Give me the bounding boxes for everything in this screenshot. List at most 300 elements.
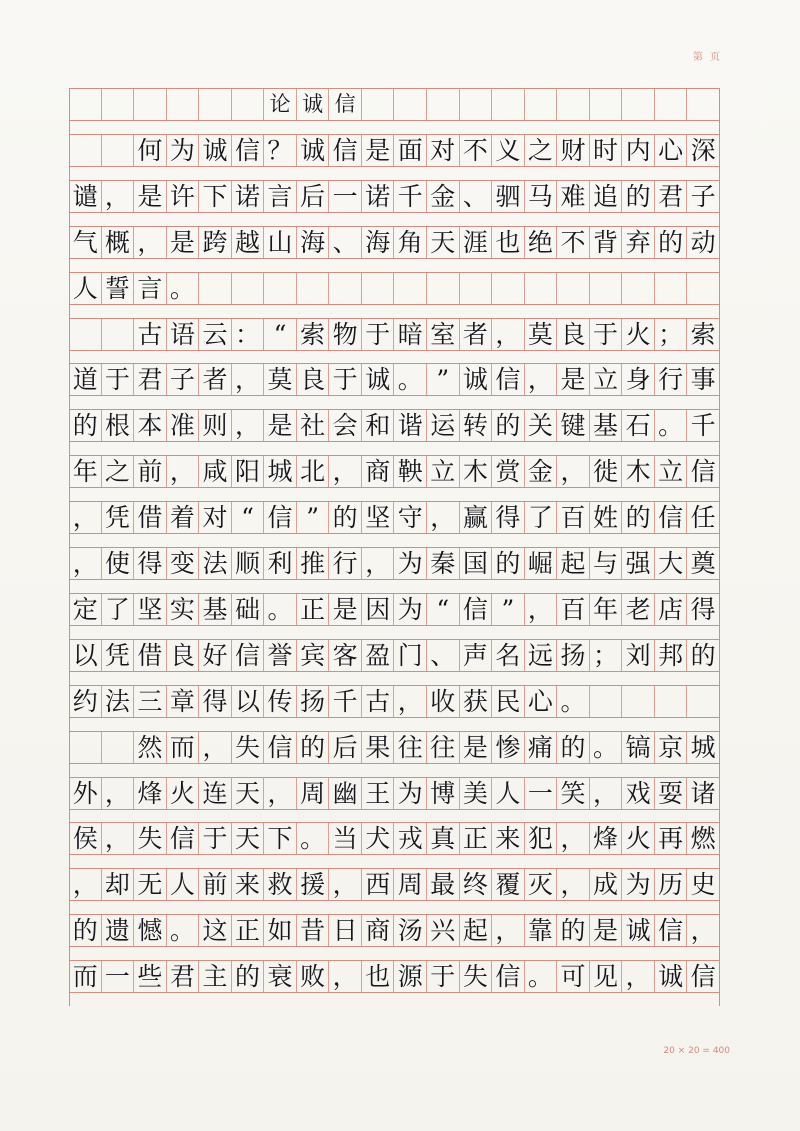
- grid-cell: 根: [102, 410, 135, 441]
- grid-cell: 角: [394, 227, 427, 258]
- grid-cell: 推: [297, 548, 330, 579]
- grid-cell: 是: [362, 135, 395, 166]
- grid-cell: “: [232, 502, 265, 533]
- grid-cell: ；: [590, 640, 623, 671]
- grid-cell: 历: [655, 869, 688, 900]
- grid-cell: 础: [232, 594, 265, 625]
- grid-cell: 赏: [492, 456, 525, 487]
- grid-cell: 如: [264, 915, 297, 946]
- grid-cell: ，: [329, 456, 362, 487]
- grid-cell: 诚: [297, 135, 330, 166]
- grid-cell: 者: [460, 319, 493, 350]
- grid-cell: 子: [687, 181, 720, 212]
- grid-cell: 鞅: [394, 456, 427, 487]
- grid-cell: 邦: [655, 640, 688, 671]
- grid-cell: 再: [655, 823, 688, 854]
- grid-cell: ，: [69, 548, 102, 579]
- grid-cell: 事: [687, 364, 720, 395]
- grid-cell: ，: [687, 915, 720, 946]
- grid-cell: 行: [329, 548, 362, 579]
- grid-cell: ，: [69, 502, 102, 533]
- grid-cell: [394, 89, 427, 120]
- grid-cell: [460, 89, 493, 120]
- grid-cell: 良: [297, 364, 330, 395]
- grid-cell: [655, 273, 688, 304]
- grid-cell: 利: [264, 548, 297, 579]
- grid-cell: 千: [394, 181, 427, 212]
- grid-cell: 海: [362, 227, 395, 258]
- grid-cell: 千: [329, 686, 362, 717]
- grid-cell: 声: [460, 640, 493, 671]
- grid-cell: 古: [362, 686, 395, 717]
- grid-cell: 气: [69, 227, 102, 258]
- grid-cell: 是: [134, 181, 167, 212]
- grid-cell: “: [264, 319, 297, 350]
- grid-cell: 是: [460, 732, 493, 763]
- grid-cell: 人: [167, 869, 200, 900]
- grid-cell: [102, 89, 135, 120]
- grid-cell: ，: [264, 778, 297, 809]
- grid-cell: 许: [167, 181, 200, 212]
- text-row: [69, 914, 720, 947]
- grid-cell: [492, 273, 525, 304]
- grid-cell: 年: [590, 594, 623, 625]
- grid-cell: 了: [102, 594, 135, 625]
- grid-cell: 正: [232, 915, 265, 946]
- text-row: [69, 960, 720, 993]
- grid-cell: 城: [264, 456, 297, 487]
- grid-cell: 天: [232, 823, 265, 854]
- grid-cell: 正: [297, 594, 330, 625]
- grid-cell: 海: [297, 227, 330, 258]
- grid-cell: 是: [590, 915, 623, 946]
- grid-cell: 君: [655, 181, 688, 212]
- grid-cell: 之: [102, 456, 135, 487]
- grid-cell: 火: [622, 823, 655, 854]
- grid-cell: 一: [102, 961, 135, 992]
- grid-cell: 来: [492, 823, 525, 854]
- grid-cell: 顺: [232, 548, 265, 579]
- grid-cell: 信: [167, 823, 200, 854]
- grid-cell: 后: [329, 732, 362, 763]
- grid-cell: 商: [362, 456, 395, 487]
- grid-cell: 立: [427, 456, 460, 487]
- grid-cell: 的: [232, 961, 265, 992]
- grid-cell: 云: [199, 319, 232, 350]
- grid-cell: 获: [460, 686, 493, 717]
- grid-cell: 的: [69, 915, 102, 946]
- grid-cell: 强: [622, 548, 655, 579]
- grid-cell: 誓: [102, 273, 135, 304]
- grid-cell: 诺: [362, 181, 395, 212]
- grid-cell: 实: [167, 594, 200, 625]
- grid-cell: 章: [167, 686, 200, 717]
- grid-cell: [69, 89, 102, 120]
- grid-cell: 诚: [460, 364, 493, 395]
- grid-cell: 的: [655, 227, 688, 258]
- grid-cell: 主: [199, 961, 232, 992]
- grid-cell: 三: [134, 686, 167, 717]
- grid-cell: 追: [590, 181, 623, 212]
- grid-cell: 笑: [557, 778, 590, 809]
- grid-cell: [199, 273, 232, 304]
- grid-cell: 为: [167, 135, 200, 166]
- grid-cell: 正: [460, 823, 493, 854]
- grid-cell: 失: [232, 732, 265, 763]
- grid-cell: 的: [557, 732, 590, 763]
- grid-cell: 与: [590, 548, 623, 579]
- grid-cell: 而: [69, 961, 102, 992]
- grid-cell: 坚: [134, 594, 167, 625]
- grid-cell: 后: [297, 181, 330, 212]
- grid-cell: 。: [167, 915, 200, 946]
- grid-cell: 烽: [590, 823, 623, 854]
- grid-cell: 行: [655, 364, 688, 395]
- grid-cell: 是: [557, 364, 590, 395]
- grid-cell: 运: [427, 410, 460, 441]
- grid-cell: 博: [427, 778, 460, 809]
- grid-cell: 百: [557, 594, 590, 625]
- grid-cell: 绝: [525, 227, 558, 258]
- grid-cell: 时: [590, 135, 623, 166]
- grid-cell: 火: [167, 778, 200, 809]
- grid-cell: 信: [655, 502, 688, 533]
- grid-cell: 莫: [264, 364, 297, 395]
- grid-cell: [427, 273, 460, 304]
- grid-cell: 山: [264, 227, 297, 258]
- grid-cell: 木: [622, 456, 655, 487]
- text-row: [69, 639, 720, 672]
- grid-cell: 面: [394, 135, 427, 166]
- grid-cell: [199, 89, 232, 120]
- grid-cell: 源: [394, 961, 427, 992]
- grid-cell: ”: [297, 502, 330, 533]
- grid-cell: 诚: [199, 135, 232, 166]
- grid-cell: 兴: [427, 915, 460, 946]
- grid-cell: 周: [394, 869, 427, 900]
- grid-cell: 和: [362, 410, 395, 441]
- grid-cell: [590, 89, 623, 120]
- grid-cell: 了: [525, 502, 558, 533]
- grid-cell: 客: [329, 640, 362, 671]
- grid-cell: 天: [232, 778, 265, 809]
- grid-cell: 徙: [590, 456, 623, 487]
- grid-cell: [427, 89, 460, 120]
- grid-cell: [687, 89, 720, 120]
- grid-cell: 言: [264, 181, 297, 212]
- grid-cell: 见: [590, 961, 623, 992]
- grid-cell: 索: [687, 319, 720, 350]
- grid-cell: 背: [590, 227, 623, 258]
- grid-cell: 法: [102, 686, 135, 717]
- grid-cell: 犯: [525, 823, 558, 854]
- grid-cell: 日: [329, 915, 362, 946]
- grid-cell: ，: [232, 410, 265, 441]
- grid-cell: 准: [167, 410, 200, 441]
- grid-cell: [329, 273, 362, 304]
- grid-cell: 凭: [102, 502, 135, 533]
- grid-cell: 好: [199, 640, 232, 671]
- grid-cell: 往: [394, 732, 427, 763]
- grid-cell: 来: [232, 869, 265, 900]
- grid-cell: 扬: [557, 640, 590, 671]
- grid-cell: [69, 135, 102, 166]
- grid-cell: 则: [199, 410, 232, 441]
- grid-cell: 为: [394, 778, 427, 809]
- grid-cell: 跨: [199, 227, 232, 258]
- grid-cell: 痛: [525, 732, 558, 763]
- grid-cell: 终: [460, 869, 493, 900]
- grid-cell: 良: [557, 319, 590, 350]
- grid-cell: 立: [590, 364, 623, 395]
- grid-cell: 誉: [264, 640, 297, 671]
- grid-cell: [264, 273, 297, 304]
- grid-cell: 以: [232, 686, 265, 717]
- grid-cell: 得: [492, 502, 525, 533]
- text-row: [69, 822, 720, 855]
- grid-cell: 前: [134, 456, 167, 487]
- grid-cell: 道: [69, 364, 102, 395]
- grid-cell: 名: [492, 640, 525, 671]
- text-row: [69, 593, 720, 626]
- grid-cell: 不: [557, 227, 590, 258]
- grid-cell: 变: [167, 548, 200, 579]
- grid-cell: 京: [655, 732, 688, 763]
- text-row: [69, 409, 720, 442]
- grid-cell: 天: [427, 227, 460, 258]
- grid-cell: 门: [394, 640, 427, 671]
- grid-cell: 信: [264, 502, 297, 533]
- grid-cell: 于: [329, 364, 362, 395]
- grid-cell: 。: [167, 273, 200, 304]
- grid-cell: 戏: [622, 778, 655, 809]
- grid-cell: “: [427, 594, 460, 625]
- grid-cell: 基: [590, 410, 623, 441]
- grid-cell: 救: [264, 869, 297, 900]
- grid-cell: 。: [394, 364, 427, 395]
- grid-cell: 、: [460, 181, 493, 212]
- grid-cell: ，: [329, 869, 362, 900]
- grid-cell: 定: [69, 594, 102, 625]
- grid-cell: 大: [655, 548, 688, 579]
- grid-cell: 些: [134, 961, 167, 992]
- grid-cell: 年: [69, 456, 102, 487]
- grid-cell: 。: [655, 410, 688, 441]
- grid-cell: 也: [492, 227, 525, 258]
- grid-cell: 何: [134, 135, 167, 166]
- grid-cell: 法: [199, 548, 232, 579]
- grid-cell: 借: [134, 640, 167, 671]
- grid-cell: 镐: [622, 732, 655, 763]
- grid-cell: 于: [590, 319, 623, 350]
- grid-cell: 咸: [199, 456, 232, 487]
- grid-cell: 人: [69, 273, 102, 304]
- grid-cell: 诚: [622, 915, 655, 946]
- grid-cell: 幽: [329, 778, 362, 809]
- grid-cell: 援: [297, 869, 330, 900]
- grid-cell: 信: [232, 135, 265, 166]
- grid-cell: 论: [264, 89, 297, 120]
- grid-cell: 是: [329, 594, 362, 625]
- grid-cell: 失: [460, 961, 493, 992]
- grid-cell: 关: [525, 410, 558, 441]
- grid-cell: 靠: [525, 915, 558, 946]
- grid-cell: 无: [134, 869, 167, 900]
- grid-cell: 室: [427, 319, 460, 350]
- grid-cell: ，: [362, 548, 395, 579]
- grid-cell: 以: [69, 640, 102, 671]
- text-row: [69, 455, 720, 488]
- grid-cell: 。: [590, 732, 623, 763]
- grid-cell: 真: [427, 823, 460, 854]
- grid-cell: 君: [134, 364, 167, 395]
- grid-cell: [590, 686, 623, 717]
- grid-cell: 国: [460, 548, 493, 579]
- grid-cell: 信: [492, 364, 525, 395]
- grid-cell: 为: [394, 594, 427, 625]
- grid-cell: 。: [297, 823, 330, 854]
- grid-cell: ：: [232, 319, 265, 350]
- grid-cell: 耍: [655, 778, 688, 809]
- grid-cell: 于: [427, 961, 460, 992]
- grid-cell: 的: [492, 410, 525, 441]
- grid-cell: 得: [134, 548, 167, 579]
- grid-cell: 北: [297, 456, 330, 487]
- grid-cell: 物: [329, 319, 362, 350]
- grid-cell: 莫: [525, 319, 558, 350]
- grid-cell: 下: [199, 181, 232, 212]
- grid-cell: 这: [199, 915, 232, 946]
- grid-cell: 犬: [362, 823, 395, 854]
- grid-cell: ，: [557, 869, 590, 900]
- text-row: [69, 318, 720, 351]
- grid-cell: 弃: [622, 227, 655, 258]
- grid-cell: 于: [199, 823, 232, 854]
- grid-cell: 百: [557, 502, 590, 533]
- grid-cell: [622, 686, 655, 717]
- grid-cell: 键: [557, 410, 590, 441]
- grid-cell: 金: [525, 456, 558, 487]
- grid-cell: [297, 273, 330, 304]
- grid-cell: [525, 273, 558, 304]
- grid-cell: 一: [525, 778, 558, 809]
- grid-cell: [69, 732, 102, 763]
- grid-cell: 约: [69, 686, 102, 717]
- grid-cell: 社: [297, 410, 330, 441]
- grid-cell: [590, 273, 623, 304]
- grid-cell: 索: [297, 319, 330, 350]
- grid-cell: 义: [492, 135, 525, 166]
- grid-cell: 动: [687, 227, 720, 258]
- grid-cell: [655, 686, 688, 717]
- grid-cell: 借: [134, 502, 167, 533]
- grid-cell: 难: [557, 181, 590, 212]
- grid-cell: [655, 89, 688, 120]
- grid-cell: ，: [329, 961, 362, 992]
- grid-cell: 店: [655, 594, 688, 625]
- grid-cell: 是: [264, 410, 297, 441]
- grid-cell: 人: [492, 778, 525, 809]
- grid-cell: 收: [427, 686, 460, 717]
- grid-cell: 灭: [525, 869, 558, 900]
- grid-cell: 使: [102, 548, 135, 579]
- page-number-mark: 第 页: [692, 52, 722, 63]
- text-row: [69, 134, 720, 167]
- grid-cell: 金: [427, 181, 460, 212]
- text-row: [69, 501, 720, 534]
- grid-cell: 不: [460, 135, 493, 166]
- grid-cell: 史: [687, 869, 720, 900]
- grid-cell: 诺: [232, 181, 265, 212]
- grid-cell: [525, 89, 558, 120]
- grid-cell: ”: [492, 594, 525, 625]
- grid-cell: 下: [264, 823, 297, 854]
- grid-cell: 遗: [102, 915, 135, 946]
- grid-cell: 古: [134, 319, 167, 350]
- grid-cell: [362, 89, 395, 120]
- grid-cell: 一: [329, 181, 362, 212]
- grid-cell: ，: [167, 456, 200, 487]
- grid-cell: [134, 89, 167, 120]
- grid-cell: 信: [655, 915, 688, 946]
- grid-cell: 的: [69, 410, 102, 441]
- grid-cell: 者: [199, 364, 232, 395]
- grid-cell: 、: [329, 227, 362, 258]
- grid-cell: [492, 89, 525, 120]
- grid-cell: 惨: [492, 732, 525, 763]
- grid-cell: 信: [687, 456, 720, 487]
- grid-cell: 奠: [687, 548, 720, 579]
- grid-cell: 老: [622, 594, 655, 625]
- grid-cell: 汤: [394, 915, 427, 946]
- grid-cell: 覆: [492, 869, 525, 900]
- grid-cell: 赢: [460, 502, 493, 533]
- grid-cell: 。: [557, 686, 590, 717]
- grid-cell: 驷: [492, 181, 525, 212]
- grid-cell: 石: [622, 410, 655, 441]
- grid-cell: 然: [134, 732, 167, 763]
- grid-cell: 的: [687, 640, 720, 671]
- grid-cell: 城: [687, 732, 720, 763]
- grid-cell: 而: [167, 732, 200, 763]
- grid-cell: ，: [102, 778, 135, 809]
- grid-cell: 周: [297, 778, 330, 809]
- grid-cell: 为: [394, 548, 427, 579]
- grid-cell: 诚: [297, 89, 330, 120]
- grid-cell: 的: [622, 502, 655, 533]
- text-row: [69, 363, 720, 396]
- grid-cell: 西: [362, 869, 395, 900]
- grid-cell: 可: [557, 961, 590, 992]
- grid-cell: 昔: [297, 915, 330, 946]
- grid-cell: 因: [362, 594, 395, 625]
- grid-left-edge: [69, 88, 70, 1006]
- grid-cell: 阳: [232, 456, 265, 487]
- grid-cell: 对: [199, 502, 232, 533]
- grid-cell: 宾: [297, 640, 330, 671]
- grid-cell: [232, 273, 265, 304]
- grid-cell: 心: [655, 135, 688, 166]
- text-row: [69, 547, 720, 580]
- grid-cell: 得: [687, 594, 720, 625]
- grid-cell: 深: [687, 135, 720, 166]
- grid-cell: ；: [655, 319, 688, 350]
- grid-cell: 为: [622, 869, 655, 900]
- grid-cell: ，: [232, 364, 265, 395]
- grid-cell: 诚: [655, 961, 688, 992]
- text-row: [69, 272, 720, 305]
- grid-cell: 当: [329, 823, 362, 854]
